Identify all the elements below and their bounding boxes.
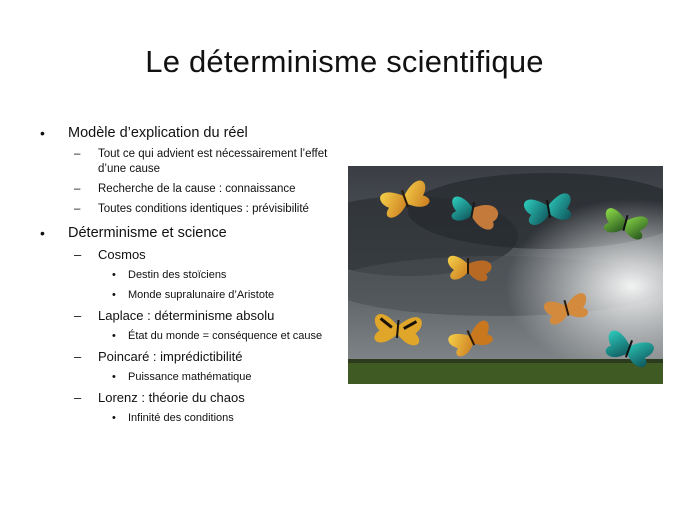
bullet-level2 bbox=[38, 308, 343, 324]
dash-marker: – bbox=[74, 390, 82, 405]
bullet-text: Poincaré : imprédictibilité bbox=[98, 349, 243, 364]
slide-title: Le déterminisme scientifique bbox=[145, 44, 544, 79]
bullet-text: Tout ce qui advient est nécessairement l’effet d’une cause bbox=[98, 148, 328, 175]
bullet-text: Déterminisme et science bbox=[68, 225, 227, 241]
storm-butterflies-image bbox=[348, 166, 663, 384]
bullet-text: Lorenz : théorie du chaos bbox=[98, 390, 245, 405]
bullet-marker: • bbox=[40, 225, 45, 241]
dash-marker: – bbox=[74, 148, 81, 160]
bullet-text: Toutes conditions identiques : prévisibilité bbox=[98, 203, 309, 215]
bullet-marker: • bbox=[112, 330, 116, 342]
bullet-list bbox=[38, 124, 343, 426]
dash-marker: – bbox=[74, 247, 82, 262]
bullet-text: Cosmos bbox=[98, 247, 146, 262]
bullet-marker: • bbox=[112, 371, 116, 383]
bullet-text: Infinité des conditions bbox=[128, 412, 234, 424]
bullet-marker: • bbox=[112, 269, 116, 281]
bullet-marker: • bbox=[112, 412, 116, 424]
bullet-marker: • bbox=[112, 289, 116, 301]
bullet-text: État du monde = conséquence et cause bbox=[128, 330, 323, 342]
bullet-text: Destin des stoïciens bbox=[128, 269, 227, 281]
dash-marker: – bbox=[74, 308, 82, 323]
dash-marker: – bbox=[74, 203, 81, 215]
dash-marker: – bbox=[74, 349, 82, 364]
bullet-level3 bbox=[38, 288, 343, 303]
bullet-level2 bbox=[38, 247, 343, 263]
bullet-level2 bbox=[38, 202, 343, 217]
bullet-level1 bbox=[38, 124, 343, 142]
bullet-marker: • bbox=[40, 125, 45, 141]
bullet-level2 bbox=[38, 182, 343, 197]
bullet-level3 bbox=[38, 268, 343, 283]
dash-marker: – bbox=[74, 183, 81, 195]
bullet-level2 bbox=[38, 390, 343, 406]
bullet-level2 bbox=[38, 147, 343, 177]
bullet-text: Modèle d’explication du réel bbox=[68, 125, 248, 141]
bullet-level3 bbox=[38, 370, 343, 385]
bullet-level3 bbox=[38, 411, 343, 426]
bullet-level2 bbox=[38, 349, 343, 365]
bullet-text: Laplace : déterminisme absolu bbox=[98, 308, 275, 323]
bullet-text: Puissance mathématique bbox=[128, 371, 252, 383]
bullet-text: Monde supralunaire d’Aristote bbox=[128, 289, 275, 301]
bullet-level3 bbox=[38, 329, 343, 344]
bullet-level1 bbox=[38, 224, 343, 242]
bullet-text: Recherche de la cause : connaissance bbox=[98, 183, 296, 195]
